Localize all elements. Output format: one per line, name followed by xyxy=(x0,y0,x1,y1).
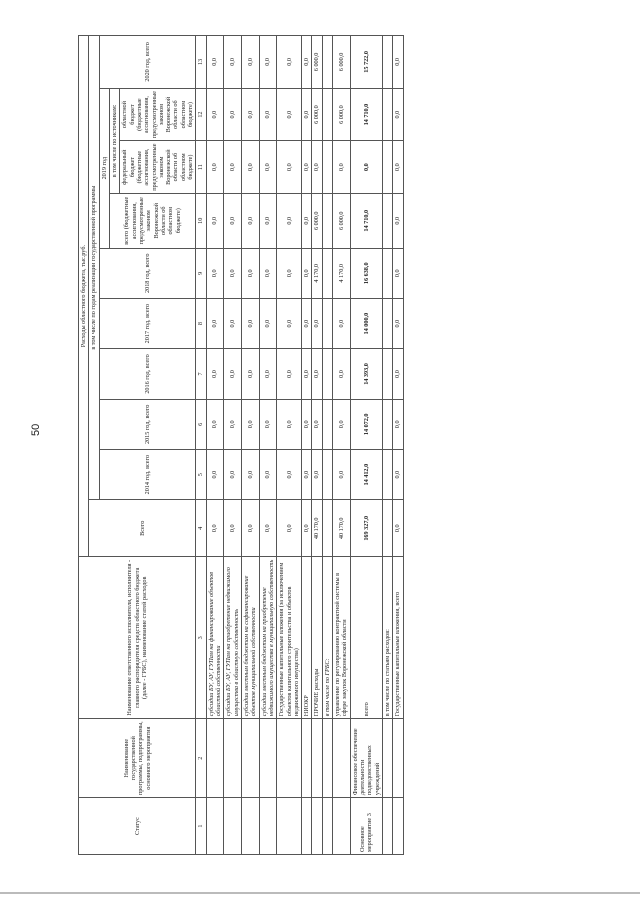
column-number: 7 xyxy=(196,349,206,399)
value-cell: 0,0 xyxy=(350,141,382,194)
header-total: Всего xyxy=(89,500,196,557)
value-cell xyxy=(382,449,392,499)
column-number: 11 xyxy=(196,141,206,194)
program-cell xyxy=(382,719,392,798)
value-cell: 0,0 xyxy=(393,298,403,348)
value-cell xyxy=(322,36,332,89)
value-cell: 6 000,0 xyxy=(333,36,351,89)
value-cell: 14 710,0 xyxy=(350,88,382,141)
table-row xyxy=(277,36,302,855)
value-cell: 14 710,0 xyxy=(350,193,382,248)
value-cell xyxy=(322,141,332,194)
value-cell: 0,0 xyxy=(312,349,322,399)
value-cell: 0,0 xyxy=(393,88,403,141)
header-2019-total: всего (бюджетные ассигнования, предусмотренные законом Воронежской области об областном бюджете) xyxy=(109,193,195,248)
column-number: 4 xyxy=(196,500,206,557)
header-2014: 2014 год, всего xyxy=(99,449,196,499)
scan-edge-line xyxy=(0,892,640,894)
value-cell xyxy=(382,399,392,449)
value-cell: 0,0 xyxy=(206,193,224,248)
value-cell: 0,0 xyxy=(224,88,242,141)
status-cell xyxy=(302,798,312,855)
value-cell: 0,0 xyxy=(259,141,277,194)
value-cell xyxy=(382,88,392,141)
budget-table xyxy=(78,35,404,855)
value-cell: 0,0 xyxy=(302,298,312,348)
table-row xyxy=(224,36,242,855)
expense-item-cell: Государственные капитальные вложения (за исключением объектов капитального строительства и объектов недвижимого имущества) xyxy=(277,557,302,719)
value-cell: 0,0 xyxy=(206,449,224,499)
value-cell: 0,0 xyxy=(277,349,302,399)
header-by-years: в том числе по годам реализации государственной программы xyxy=(89,36,99,500)
value-cell: 0,0 xyxy=(393,193,403,248)
value-cell: 4 170,0 xyxy=(333,248,351,298)
value-cell xyxy=(382,141,392,194)
value-cell: 0,0 xyxy=(241,141,259,194)
value-cell xyxy=(382,500,392,557)
value-cell xyxy=(322,449,332,499)
value-cell xyxy=(382,298,392,348)
header-federal-budget: федеральный бюджет (бюджетные ассигнования, предусмотренные законом Воронежской области об областном бюджете) xyxy=(120,141,196,194)
value-cell: 0,0 xyxy=(259,36,277,89)
column-number: 2 xyxy=(196,719,206,798)
value-cell: 0,0 xyxy=(259,193,277,248)
value-cell: 0,0 xyxy=(302,141,312,194)
value-cell: 16 638,0 xyxy=(350,248,382,298)
value-cell xyxy=(322,193,332,248)
value-cell: 0,0 xyxy=(302,399,312,449)
header-2018: 2018 год, всего xyxy=(99,248,196,298)
column-number: 9 xyxy=(196,248,206,298)
column-number: 13 xyxy=(196,36,206,89)
value-cell: 14 000,0 xyxy=(350,298,382,348)
value-cell xyxy=(322,88,332,141)
value-cell: 0,0 xyxy=(224,399,242,449)
value-cell: 0,0 xyxy=(302,500,312,557)
value-cell: 0,0 xyxy=(259,449,277,499)
column-number: 12 xyxy=(196,88,206,141)
value-cell: 0,0 xyxy=(277,193,302,248)
status-cell xyxy=(393,798,403,855)
value-cell: 0,0 xyxy=(259,500,277,557)
value-cell: 0,0 xyxy=(206,141,224,194)
value-cell: 0,0 xyxy=(393,500,403,557)
table-row xyxy=(322,36,332,855)
status-cell xyxy=(206,798,224,855)
expense-item-cell: субсидии БУ, АУ, ГУПам на финансирование объектов областной собственности xyxy=(206,557,224,719)
value-cell xyxy=(322,248,332,298)
header-2020: 2020 год, всего xyxy=(99,36,196,89)
table-row xyxy=(382,36,392,855)
table-row xyxy=(241,36,259,855)
value-cell: 0,0 xyxy=(333,449,351,499)
value-cell: 0,0 xyxy=(206,88,224,141)
value-cell xyxy=(322,500,332,557)
expense-item-cell: в том числе по ГРБС: xyxy=(322,557,332,719)
program-cell xyxy=(393,719,403,798)
program-cell xyxy=(302,719,312,798)
value-cell: 6 000,0 xyxy=(312,88,322,141)
program-cell xyxy=(312,719,322,798)
expense-item-cell: всего xyxy=(350,557,382,719)
expense-item-cell: субсидии БУ, АУ, ГУПам на приобретение недвижимого имущества в областную собственность xyxy=(224,557,242,719)
value-cell: 0,0 xyxy=(277,298,302,348)
header-status: Статус xyxy=(79,798,196,855)
value-cell: 6 000,0 xyxy=(333,88,351,141)
table-row xyxy=(302,36,312,855)
header-expenses: Расходы областного бюджета, тыс.руб. xyxy=(79,36,89,557)
value-cell: 0,0 xyxy=(277,500,302,557)
value-cell: 0,0 xyxy=(393,449,403,499)
header-executor-name: Наименование ответственного исполнителя, исполнителя - главного распорядителя средств областного бюджета (далее - ГРБС), наименование статей расходов xyxy=(79,557,196,719)
status-cell xyxy=(312,798,322,855)
value-cell: 0,0 xyxy=(333,141,351,194)
value-cell: 0,0 xyxy=(302,193,312,248)
program-cell xyxy=(322,719,332,798)
status-cell xyxy=(277,798,302,855)
value-cell: 0,0 xyxy=(241,500,259,557)
value-cell: 0,0 xyxy=(241,399,259,449)
value-cell xyxy=(322,349,332,399)
value-cell: 0,0 xyxy=(206,349,224,399)
value-cell: 0,0 xyxy=(277,399,302,449)
value-cell: 0,0 xyxy=(224,248,242,298)
value-cell: 0,0 xyxy=(277,449,302,499)
header-2016: 2016 год, всего xyxy=(99,349,196,399)
header-2017: 2017 год, всего xyxy=(99,298,196,348)
status-cell xyxy=(333,798,351,855)
value-cell: 0,0 xyxy=(259,349,277,399)
value-cell: 0,0 xyxy=(206,399,224,449)
value-cell: 0,0 xyxy=(302,88,312,141)
value-cell xyxy=(322,399,332,449)
value-cell: 4 170,0 xyxy=(312,248,322,298)
value-cell: 0,0 xyxy=(224,298,242,348)
value-cell: 0,0 xyxy=(302,248,312,298)
value-cell: 0,0 xyxy=(206,298,224,348)
value-cell: 0,0 xyxy=(277,36,302,89)
program-cell xyxy=(277,719,302,798)
expense-item-cell: в том числе по статьям расходов: xyxy=(382,557,392,719)
value-cell: 40 170,0 xyxy=(333,500,351,557)
table-row xyxy=(312,36,322,855)
expense-item-cell: субсидии местным бюджетам на приобретение недвижимого имущества в муниципальную собственность xyxy=(259,557,277,719)
value-cell: 14 072,0 xyxy=(350,399,382,449)
header-regional-budget: областной бюджет (бюджетные ассигнования, предусмотренные законом Воронежской области об областном бюджете) xyxy=(120,88,196,141)
value-cell: 0,0 xyxy=(393,399,403,449)
column-number: 1 xyxy=(196,798,206,855)
program-cell xyxy=(259,719,277,798)
value-cell: 0,0 xyxy=(259,399,277,449)
value-cell: 0,0 xyxy=(206,500,224,557)
value-cell: 0,0 xyxy=(259,298,277,348)
page-number: 50 xyxy=(30,423,42,436)
value-cell: 0,0 xyxy=(333,399,351,449)
value-cell: 0,0 xyxy=(206,36,224,89)
value-cell: 0,0 xyxy=(206,248,224,298)
expense-item-cell: Государственные капитальные вложения, всего xyxy=(393,557,403,719)
column-number: 10 xyxy=(196,193,206,248)
value-cell: 0,0 xyxy=(241,248,259,298)
value-cell: 0,0 xyxy=(241,193,259,248)
value-cell: 6 000,0 xyxy=(312,36,322,89)
value-cell: 0,0 xyxy=(277,141,302,194)
value-cell: 0,0 xyxy=(224,349,242,399)
table-row xyxy=(333,36,351,855)
expense-item-cell: субсидии местным бюджетам на софинансирование объектов муниципальной собственности xyxy=(241,557,259,719)
expense-item-cell: управление по регулированию контрактной системы в сфере закупок Воронежской области xyxy=(333,557,351,719)
value-cell: 0,0 xyxy=(241,88,259,141)
value-cell: 0,0 xyxy=(393,36,403,89)
column-number: 3 xyxy=(196,557,206,719)
program-cell xyxy=(206,719,224,798)
column-number: 8 xyxy=(196,298,206,348)
value-cell: 0,0 xyxy=(224,141,242,194)
program-cell xyxy=(224,719,242,798)
program-cell: Финансовое обеспечение деятельности подведомственных учреждений xyxy=(350,719,382,798)
value-cell xyxy=(382,248,392,298)
table-row xyxy=(350,36,382,855)
value-cell: 0,0 xyxy=(241,298,259,348)
value-cell: 0,0 xyxy=(302,36,312,89)
column-number: 6 xyxy=(196,399,206,449)
value-cell: 0,0 xyxy=(312,449,322,499)
status-cell xyxy=(224,798,242,855)
program-cell xyxy=(333,719,351,798)
status-cell xyxy=(259,798,277,855)
value-cell: 0,0 xyxy=(393,248,403,298)
value-cell: 0,0 xyxy=(302,449,312,499)
header-2015: 2015 год, всего xyxy=(99,399,196,449)
program-cell xyxy=(241,719,259,798)
value-cell: 0,0 xyxy=(393,349,403,399)
value-cell xyxy=(382,36,392,89)
column-number: 5 xyxy=(196,449,206,499)
table-row xyxy=(393,36,403,855)
value-cell: 0,0 xyxy=(241,349,259,399)
value-cell: 0,0 xyxy=(259,248,277,298)
value-cell: 40 170,0 xyxy=(312,500,322,557)
status-cell xyxy=(322,798,332,855)
value-cell: 0,0 xyxy=(312,141,322,194)
value-cell: 0,0 xyxy=(277,88,302,141)
value-cell: 0,0 xyxy=(277,248,302,298)
value-cell: 0,0 xyxy=(333,349,351,399)
header-program-name: Наименование государственной программы, подпрограммы, основного мероприятия xyxy=(79,719,196,798)
table-row xyxy=(259,36,277,855)
value-cell: 0,0 xyxy=(312,298,322,348)
value-cell: 0,0 xyxy=(224,500,242,557)
value-cell: 169 327,0 xyxy=(350,500,382,557)
expense-item-cell: ПРОЧИЕ расходы xyxy=(312,557,322,719)
value-cell: 0,0 xyxy=(302,349,312,399)
value-cell: 0,0 xyxy=(259,88,277,141)
status-cell xyxy=(241,798,259,855)
value-cell: 0,0 xyxy=(224,36,242,89)
table-row xyxy=(206,36,224,855)
value-cell: 14 393,0 xyxy=(350,349,382,399)
header-2019: 2019 год xyxy=(99,88,109,248)
value-cell xyxy=(322,298,332,348)
value-cell xyxy=(382,193,392,248)
value-cell: 0,0 xyxy=(241,36,259,89)
value-cell: 14 412,0 xyxy=(350,449,382,499)
status-cell: Основное мероприятие 3 xyxy=(350,798,382,855)
value-cell: 6 000,0 xyxy=(333,193,351,248)
rotated-table-container xyxy=(78,35,588,855)
value-cell xyxy=(382,349,392,399)
expense-item-cell: НИОКР xyxy=(302,557,312,719)
value-cell: 0,0 xyxy=(393,141,403,194)
value-cell: 0,0 xyxy=(224,449,242,499)
status-cell xyxy=(382,798,392,855)
value-cell: 0,0 xyxy=(241,449,259,499)
value-cell: 0,0 xyxy=(312,399,322,449)
header-by-sources: в том числе по источникам: xyxy=(109,88,119,193)
value-cell: 0,0 xyxy=(333,298,351,348)
value-cell: 0,0 xyxy=(224,193,242,248)
value-cell: 6 000,0 xyxy=(312,193,322,248)
value-cell: 15 722,0 xyxy=(350,36,382,89)
